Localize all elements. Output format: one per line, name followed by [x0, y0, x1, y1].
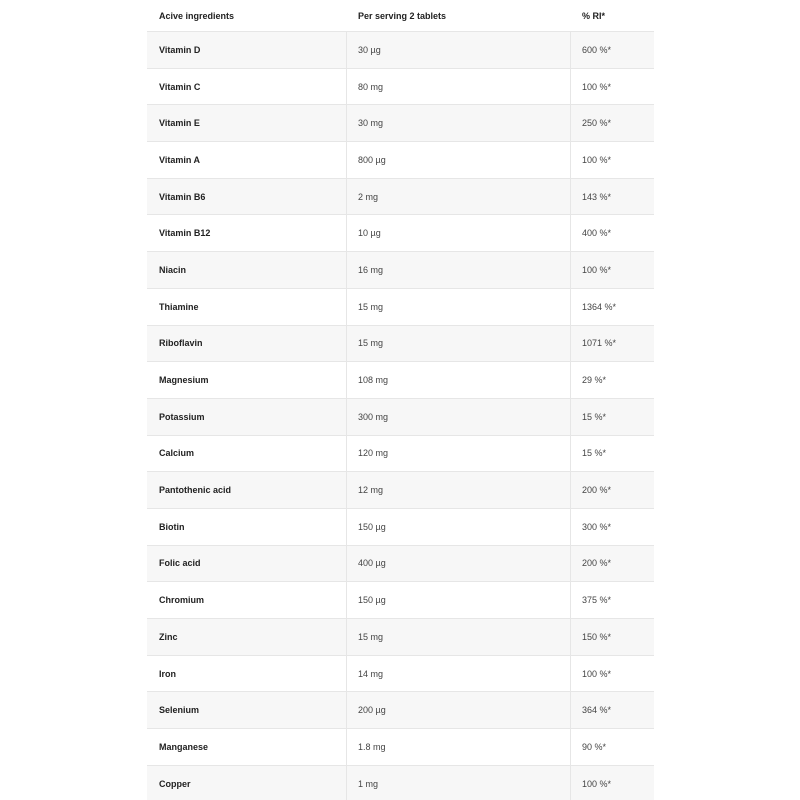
ingredient-amount: 30 mg: [347, 105, 571, 141]
ingredient-ri: 200 %*: [582, 558, 612, 569]
table-row: [147, 326, 654, 363]
table-row: [147, 472, 654, 509]
ingredient-amount: 120 mg: [347, 436, 571, 472]
ingredient-name: Pantothenic acid: [147, 472, 347, 508]
ingredient-amount: 10 µg: [347, 215, 571, 251]
table-row: [147, 32, 654, 69]
ingredient-ri: 1364 %*: [582, 301, 617, 312]
header-ingredients: Acive ingredients: [159, 10, 235, 21]
table-row: [147, 179, 654, 216]
ingredient-ri: 100 %*: [582, 264, 612, 275]
table-row: [147, 692, 654, 729]
ingredient-ri: 100 %*: [582, 154, 612, 165]
ingredient-amount: 80 mg: [347, 69, 571, 105]
ingredient-ri: 150 %*: [582, 631, 612, 642]
ingredient-name: Vitamin B12: [147, 215, 347, 251]
table-row: [147, 766, 654, 800]
header-ri: % RI*: [582, 10, 606, 21]
ingredient-name: Vitamin B6: [147, 179, 347, 215]
ingredient-name: Biotin: [147, 509, 347, 545]
ingredient-name: Calcium: [147, 436, 347, 472]
ingredient-name: Selenium: [147, 692, 347, 728]
ingredient-ri: 100 %*: [582, 778, 612, 789]
ingredient-ri: 15 %*: [582, 448, 607, 459]
ingredient-amount: 400 µg: [347, 546, 571, 582]
ingredient-name: Niacin: [147, 252, 347, 288]
ingredient-ri: 100 %*: [582, 81, 612, 92]
ingredient-name: Folic acid: [147, 546, 347, 582]
table-row: [147, 656, 654, 693]
ingredient-amount: 12 mg: [347, 472, 571, 508]
ingredient-amount: 200 µg: [347, 692, 571, 728]
header-per-serving: Per serving 2 tablets: [358, 10, 447, 21]
ingredient-amount: 15 mg: [347, 619, 571, 655]
ingredient-ri: 364 %*: [582, 705, 612, 716]
ingredient-name: Manganese: [147, 729, 347, 765]
ingredient-ri: 600 %*: [582, 44, 612, 55]
ingredient-name: Vitamin D: [147, 32, 347, 68]
table-row: [147, 399, 654, 436]
table-row: [147, 69, 654, 106]
ingredient-name: Magnesium: [147, 362, 347, 398]
ingredient-name: Vitamin C: [147, 69, 347, 105]
table-row: [147, 105, 654, 142]
table-row: [147, 215, 654, 252]
ingredient-name: Vitamin A: [147, 142, 347, 178]
table-row: [147, 142, 654, 179]
ingredient-ri: 1071 %*: [582, 338, 617, 349]
ingredient-name: Vitamin E: [147, 105, 347, 141]
ingredient-amount: 1 mg: [347, 766, 571, 800]
ingredient-name: Chromium: [147, 582, 347, 618]
ingredient-ri: 143 %*: [582, 191, 612, 202]
table-header-row: [147, 0, 654, 31]
table-row: [147, 582, 654, 619]
ingredient-amount: 300 mg: [347, 399, 571, 435]
table-row: [147, 436, 654, 473]
ingredient-name: Potassium: [147, 399, 347, 435]
table-body: [147, 31, 654, 800]
ingredient-amount: 800 µg: [347, 142, 571, 178]
ingredients-table: [147, 0, 654, 800]
ingredient-ri: 200 %*: [582, 485, 612, 496]
ingredient-amount: 150 µg: [347, 509, 571, 545]
ingredient-ri: 400 %*: [582, 228, 612, 239]
table-row: [147, 729, 654, 766]
ingredient-name: Riboflavin: [147, 326, 347, 362]
ingredient-amount: 15 mg: [347, 289, 571, 325]
ingredient-ri: 250 %*: [582, 118, 612, 129]
ingredient-ri: 300 %*: [582, 521, 612, 532]
table-row: [147, 289, 654, 326]
table-row: [147, 619, 654, 656]
ingredient-name: Copper: [147, 766, 347, 800]
ingredient-ri: 375 %*: [582, 595, 612, 606]
ingredient-name: Iron: [147, 656, 347, 692]
ingredient-amount: 2 mg: [347, 179, 571, 215]
ingredient-amount: 14 mg: [347, 656, 571, 692]
ingredient-ri: 15 %*: [582, 411, 607, 422]
ingredient-amount: 150 µg: [347, 582, 571, 618]
ingredient-name: Zinc: [147, 619, 347, 655]
ingredient-amount: 15 mg: [347, 326, 571, 362]
ingredient-amount: 108 mg: [347, 362, 571, 398]
table-row: [147, 252, 654, 289]
ingredient-ri: 100 %*: [582, 668, 612, 679]
ingredient-ri: 90 %*: [582, 741, 607, 752]
table-row: [147, 509, 654, 546]
table-row: [147, 362, 654, 399]
ingredient-amount: 16 mg: [347, 252, 571, 288]
ingredient-name: Thiamine: [147, 289, 347, 325]
ingredient-amount: 30 µg: [347, 32, 571, 68]
table-row: [147, 546, 654, 583]
ingredient-ri: 29 %*: [582, 375, 607, 386]
ingredient-amount: 1.8 mg: [347, 729, 571, 765]
